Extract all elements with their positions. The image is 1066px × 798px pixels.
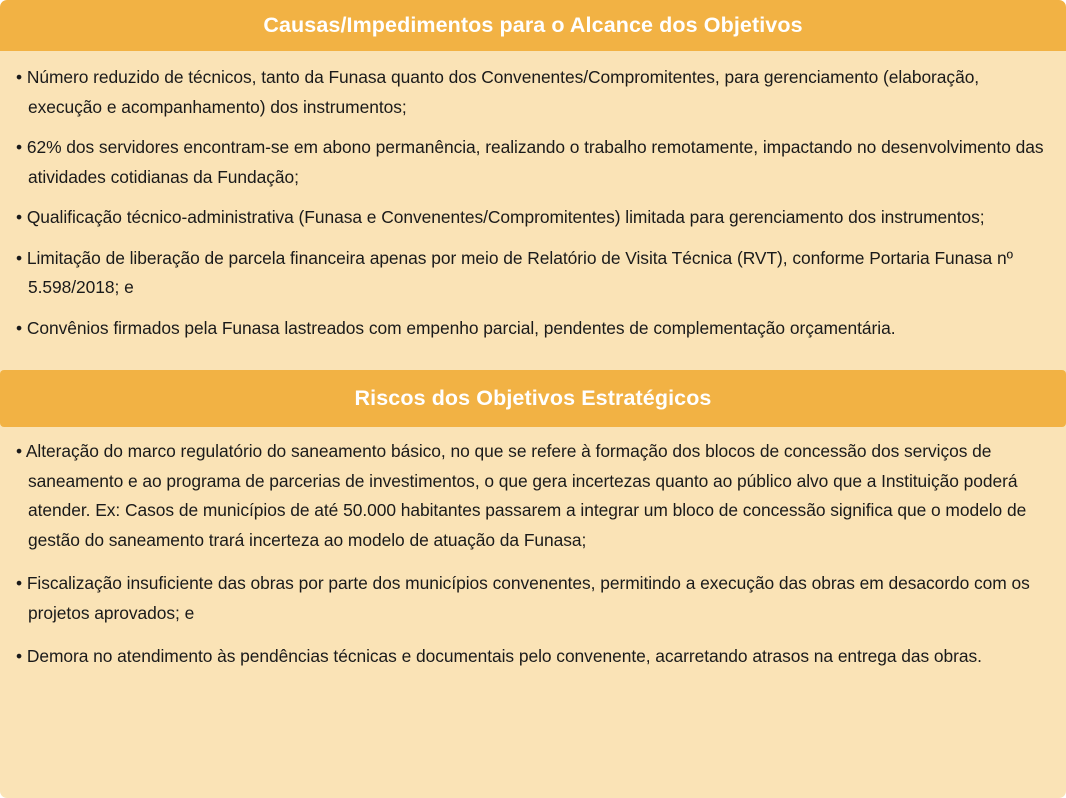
section-body-causas-impedimentos	[0, 51, 1066, 362]
section-riscos-objetivos	[0, 370, 1066, 692]
list-item: • Alteração do marco regulatório do saneamento básico, no que se refere à formação dos blocos de concessão dos serviços de saneamento e ao programa de parcerias de investimentos, o que gera incertezas quanto ao público alvo que a Instituição poderá atender. Ex: Casos de municípios de até 50.000 habitantes passarem a integrar um bloco de concessão significa que o modelo de gestão do saneamento trará incerteza ao modelo de atuação da Funasa;	[16, 441, 1027, 550]
list-item: • Número reduzido de técnicos, tanto da Funasa quanto dos Convenentes/Compromitentes, para gerenciamento (elaboração, execução e acompanhamento) dos instrumentos;	[16, 67, 980, 117]
section-body-riscos-objetivos	[0, 427, 1066, 692]
section-header-causas-impedimentos: Causas/Impedimentos para o Alcance dos Objetivos	[0, 0, 1066, 51]
list-item: • Fiscalização insuficiente das obras por parte dos municípios convenentes, permitindo a execução das obras em desacordo com os projetos aprovados; e	[16, 573, 1030, 623]
section-header-riscos-objetivos: Riscos dos Objetivos Estratégicos	[0, 370, 1066, 427]
section-divider-gap	[0, 362, 1066, 370]
list-item: • Qualificação técnico-administrativa (Funasa e Convenentes/Compromitentes) limitada para gerenciamento dos instrumentos;	[16, 207, 985, 227]
list-item: • Convênios firmados pela Funasa lastreados com empenho parcial, pendentes de complementação orçamentária.	[16, 317, 896, 338]
section-causas-impedimentos	[0, 0, 1066, 362]
list-item: • Limitação de liberação de parcela financeira apenas por meio de Relatório de Visita Técnica (RVT), conforme Portaria Funasa nº 5.598/2018; e	[16, 247, 1013, 297]
list-item: • 62% dos servidores encontram-se em abono permanência, realizando o trabalho remotamente, impactando no desenvolvimento das atividades cotidianas da Fundação;	[16, 137, 1044, 187]
list-item: • Demora no atendimento às pendências técnicas e documentais pelo convenente, acarretando atrasos na entrega das obras.	[16, 646, 982, 666]
